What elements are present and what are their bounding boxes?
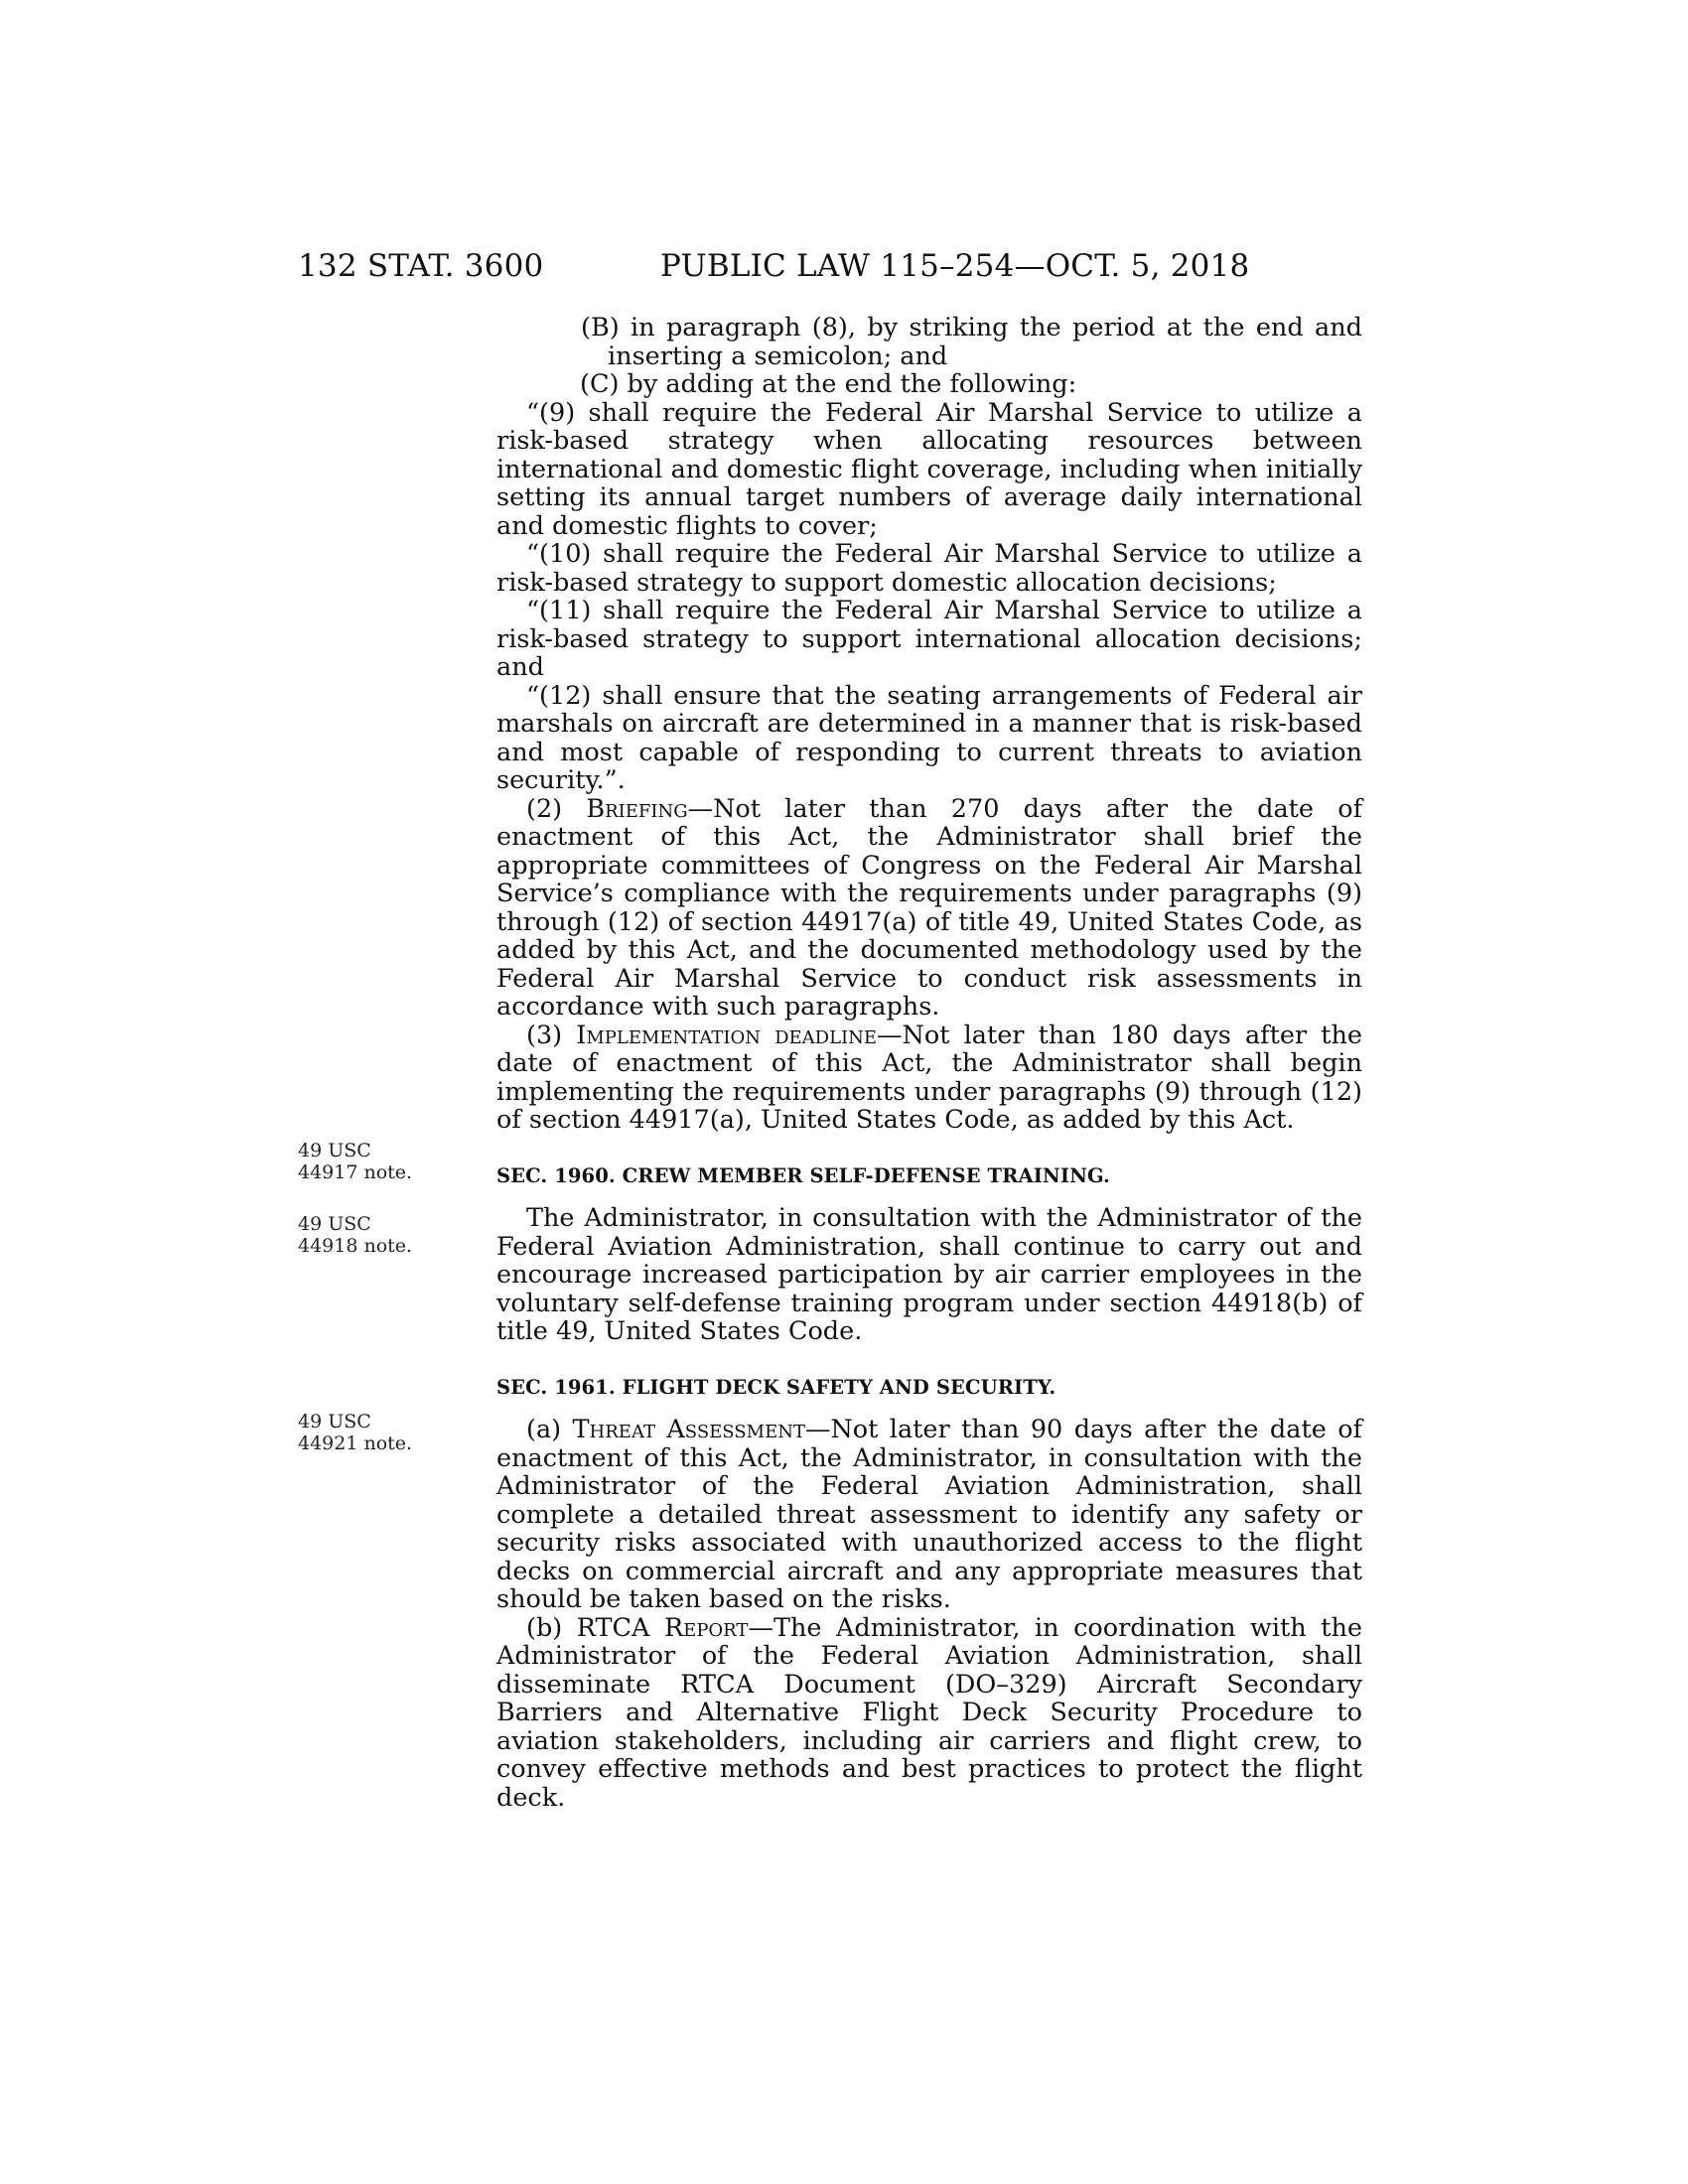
paragraph-text: —The Administrator, in coordination with the Administrator of the Federal Aviation Administration, shall disseminate RTCA Document (DO–329) Aircraft Secondary Barriers and Alternative Flight Deck Security Procedure to aviation stakeholders, including air carriers and flight crew, to convey effective methods and best practices to protect the flight deck. [496,1612,1362,1813]
section-1960-text: The Administrator, in consultation with the Administrator of the Federal Aviation Administration, shall continue to carry out and encourage increased participation by air carrier employees in the voluntary self-defense training program under section 44918(b) of title 49, United States Code. [496,1203,1362,1346]
paragraph-number: (3) [526,1020,563,1050]
quoted-paragraph-10: “(10) shall require the Federal Air Marshal Service to utilize a risk-based strategy to support domestic allocation decisions; [496,539,1362,598]
paragraph-briefing [496,795,1362,1022]
margin-note: 49 USC 44918 note. [298,1213,413,1257]
paragraph-text: —Not later than 180 days after the date of enactment of this Act, the Administrator shall begin implementing the requirements under paragraphs (9) through (12) of section 44917(a), United States Code, as added by this Act. [496,1020,1363,1135]
margin-note: 49 USC 44917 note. [298,1140,413,1183]
section-1961-heading: SEC. 1961. FLIGHT DECK SAFETY AND SECURITY. [496,1375,1056,1399]
quoted-paragraph-12: “(12) shall ensure that the seating arrangements of Federal air marshals on aircraft are determined in a manner that is risk-based and most capable of responding to current threats to aviation security.”. [496,680,1362,795]
paragraph-heading: Briefing [586,793,688,824]
paragraph-text: —Not later than 90 days after the date of enactment of this Act, the Administrator, in consultation with the Administrator of the Federal Aviation Administration, shall complete a detailed threat assessment to identify any safety or security risks associated with unauthorized access to the flight decks on commercial aircraft and any appropriate measures that should be taken based on the risks. [496,1415,1362,1614]
running-header: PUBLIC LAW 115–254—OCT. 5, 2018 [660,248,1250,284]
paragraph-number: (a) [526,1415,562,1444]
paragraph-heading: RTCA Report [576,1612,749,1643]
quoted-paragraph-11: “(11) shall require the Federal Air Marshal Service to utilize a risk-based strategy to support international allocation decisions; and [496,596,1362,682]
paragraph-text: —Not later than 270 days after the date of enactment of this Act, the Administrator shall brief the appropriate committees of Congress on the Federal Air Marshal Service’s compliance with the requirements under paragraphs (9) through (12) of section 44917(a) of title 49, United States Code, as added by this Act, and the documented methodology used by the Federal Air Marshal Service to conduct risk assessments in accordance with such paragraphs. [496,793,1363,1022]
section-1960-heading: SEC. 1960. CREW MEMBER SELF-DEFENSE TRAINING. [496,1163,1110,1187]
document-body [496,314,1362,1812]
page-reference: 132 STAT. 3600 [298,248,544,284]
paragraph-number: (b) [526,1612,563,1643]
paragraph-b-item: (B) in paragraph (8), by striking the period at the end and inserting a semicolon; and [581,313,1362,371]
quoted-paragraph-9: “(9) shall require the Federal Air Marshal Service to utilize a risk-based strategy when allocating resources between international and domestic flight coverage, including when initially setting its annual target numbers of average daily international and domestic flights to cover; [496,397,1362,541]
paragraph-number: (2) [526,793,563,824]
paragraph-c-item: (C) by adding at the end the following: [580,369,1077,399]
paragraph-implementation-deadline [496,1022,1362,1135]
paragraph-heading: Implementation deadline [576,1020,878,1050]
paragraph-heading: Threat Assessment [572,1415,805,1444]
margin-note: 49 USC 44921 note. [298,1411,413,1454]
subsection-threat-assessment [496,1416,1362,1614]
subsection-rtca-report [496,1614,1362,1813]
